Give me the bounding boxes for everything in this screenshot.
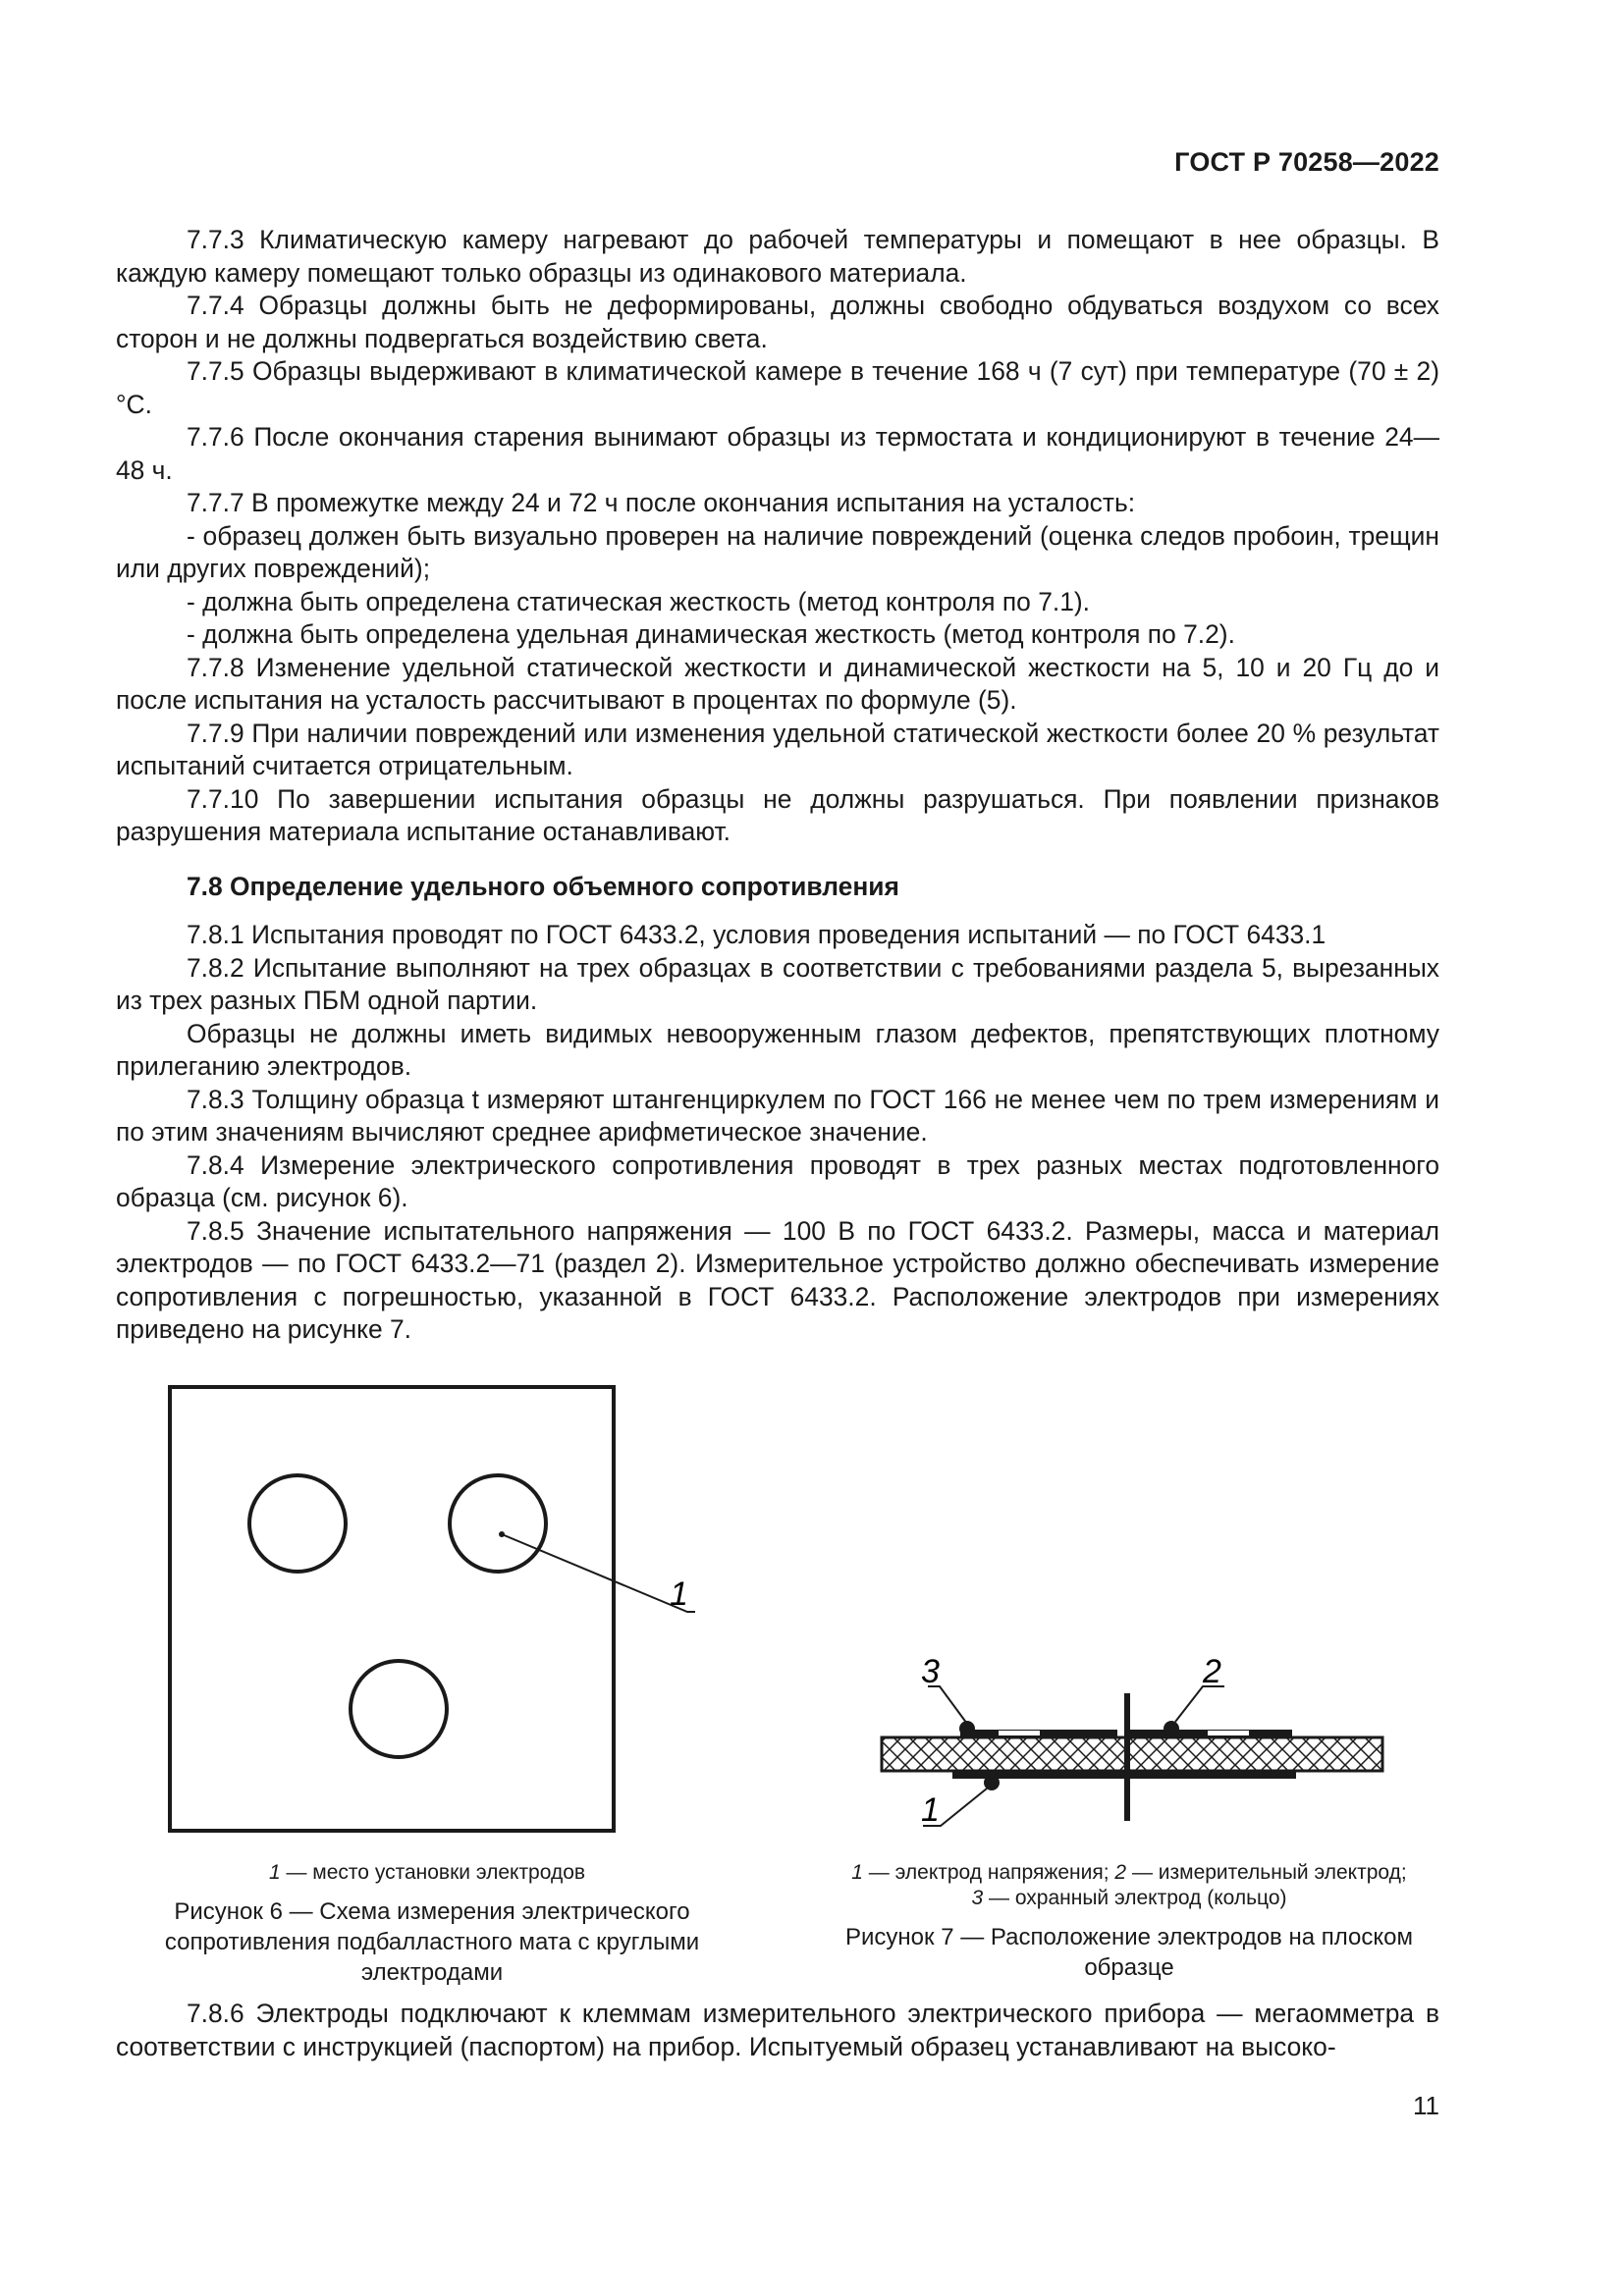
- paragraph-7-7-4: 7.7.4 Образцы должны быть не деформированы, должны свободно обдуваться воздухом со всех сторон и не должны подвергаться воздействию света.: [116, 291, 1439, 353]
- figure-6-legend: [147, 1860, 707, 1886]
- body-text: [116, 224, 1439, 1347]
- figure-6-title: Рисунок 6 — Схема измерения электрического сопротивления подбалластного мата с круглыми электродами: [164, 1898, 700, 1986]
- legend-6-num: 1: [268, 1861, 281, 1884]
- label-1: 1: [670, 1575, 688, 1613]
- paragraph-7-7-5: 7.7.5 Образцы выдерживают в климатической камере в течение 168 ч (7 сут) при температуре (70 ± 2) °С.: [116, 356, 1439, 419]
- paragraph-7-7-10: 7.7.10 По завершении испытания образцы не должны разрушаться. При появлении признаков разрушения материала испытание останавливают.: [116, 783, 1439, 846]
- paragraph-7-7-6: 7.7.6 После окончания старения вынимают образцы из термостата и кондиционируют в течение 24—48 ч.: [116, 422, 1439, 485]
- sample-plate: [882, 1737, 1382, 1771]
- center-pin: [1124, 1693, 1130, 1821]
- sample-square: [170, 1387, 614, 1831]
- paragraph-7-8-3: 7.8.3 Толщину образца t измеряют штангенциркулем по ГОСТ 166 не менее чем по трем измерениям и по этим значениям вычисляют среднее арифметическое значение.: [116, 1084, 1439, 1147]
- legend-6-text: — место установки электродов: [280, 1861, 586, 1884]
- paragraph-7-7-7: 7.7.7 В промежутке между 24 и 72 ч после окончания испытания на усталость:: [187, 488, 1136, 517]
- figure-7-diagram: [874, 1639, 1394, 1855]
- leader-line-2: [1175, 1686, 1224, 1722]
- paragraph-7-7-3: 7.7.3 Климатическую камеру нагревают до рабочей температуры и помещают в нее образцы. В каждую камеру помещают только образцы из одинакового материала.: [116, 225, 1439, 288]
- label-1: 1: [921, 1791, 940, 1829]
- paragraph-7-8-5: 7.8.5 Значение испытательного напряжения — 100 В по ГОСТ 6433.2. Размеры, масса и материал электродов — по ГОСТ 6433.2—71 (раздел 2). Измерительное устройство должно обеспечивать измерение сопротивления с погрешностью, указанной в ГОСТ 6433.2. Расположение электродов при измерениях приведено на рисунке 7.: [116, 1215, 1439, 1344]
- document-header-code: ГОСТ Р 70258—2022: [1174, 147, 1439, 177]
- leader-line-3: [928, 1686, 967, 1724]
- paragraph-7-7-9: 7.7.9 При наличии повреждений или изменения удельной статической жесткости более 20 % результат испытаний считается отрицательным.: [116, 718, 1439, 780]
- legend-7-text-1: — электрод напряжения;: [862, 1861, 1115, 1884]
- electrode-circle-left: [249, 1475, 346, 1572]
- bottom-text: [116, 1998, 1439, 2063]
- legend-7-num-1: 1: [851, 1861, 863, 1884]
- list-item-static-stiffness: - должна быть определена статическая жесткость (метод контроля по 7.1).: [187, 586, 1090, 616]
- paragraph-7-8-6: 7.8.6 Электроды подключают к клеммам измерительного электрического прибора — мегаомметра в соответствии с инструкцией (паспортом) на прибор. Испытуемый образец устанавливают на высоко-: [116, 1999, 1439, 2061]
- label-2: 2: [1203, 1653, 1221, 1690]
- list-item-visual-check: - образец должен быть визуально проверен на наличие повреждений (оценка следов пробоин, трещин или других повреждений);: [116, 520, 1439, 583]
- figure-7-legend: [805, 1860, 1453, 1911]
- figure-6-diagram: [157, 1374, 707, 1845]
- paragraph-7-8-1: 7.8.1 Испытания проводят по ГОСТ 6433.2, условия проведения испытаний — по ГОСТ 6433.1: [187, 920, 1326, 949]
- leader-line-1: [502, 1534, 695, 1612]
- section-title-7-8: 7.8 Определение удельного объемного сопротивления: [187, 871, 899, 901]
- legend-7-num-3: 3: [971, 1887, 984, 1909]
- paragraph-samples-defects: Образцы не должны иметь видимых невооруженным глазом дефектов, препятствующих плотному прилеганию электродов.: [116, 1018, 1439, 1081]
- paragraph-7-8-2: 7.8.2 Испытание выполняют на трех образцах в соответствии с требованиями раздела 5, вырезанных из трех разных ПБМ одной партии.: [116, 952, 1439, 1015]
- legend-7-text-2: — измерительный электрод;: [1126, 1861, 1407, 1884]
- list-item-dynamic-stiffness: - должна быть определена удельная динамическая жесткость (метод контроля по 7.2).: [187, 619, 1235, 649]
- paragraph-7-8-4: 7.8.4 Измерение электрического сопротивления проводят в трех разных местах подготовленного образца (см. рисунок 6).: [116, 1149, 1439, 1212]
- electrode-circle-bottom: [351, 1661, 447, 1757]
- dot-electrode-2: [1164, 1721, 1179, 1736]
- electrode-circle-right: [450, 1475, 546, 1572]
- legend-7-text-3: — охранный электрод (кольцо): [983, 1887, 1287, 1909]
- gap-right: [1208, 1731, 1249, 1735]
- figure-7-title: Рисунок 7 — Расположение электродов на плоском образце: [845, 1924, 1413, 1981]
- gap-left: [999, 1731, 1040, 1735]
- label-3: 3: [921, 1653, 940, 1690]
- page-number: 11: [1413, 2091, 1439, 2120]
- legend-7-num-2: 2: [1114, 1861, 1127, 1884]
- paragraph-7-7-8: 7.7.8 Изменение удельной статической жесткости и динамической жесткости на 5, 10 и 20 Гц до и после испытания на усталость рассчитывают в процентах по формуле (5).: [116, 652, 1439, 715]
